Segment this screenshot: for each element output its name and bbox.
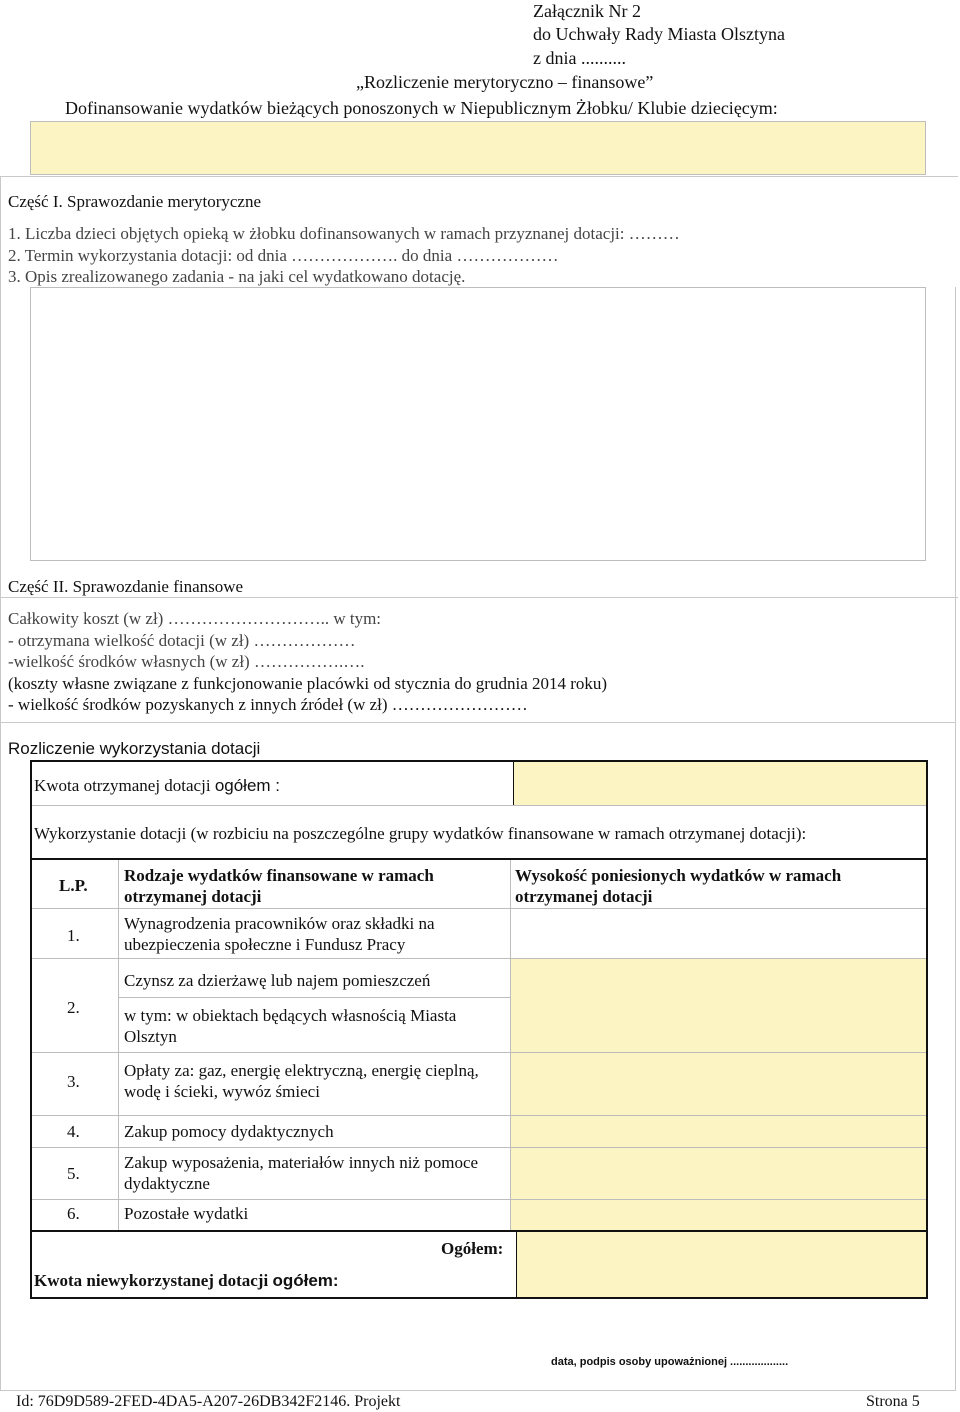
row-divider [32, 908, 926, 909]
document-subtitle: Dofinansowanie wydatków bieżących ponoszonych w Niepublicznym Żłobku/ Klubie dziecięcym: [65, 98, 778, 118]
part1-heading: Część I. Sprawozdanie merytoryczne [8, 192, 261, 211]
row-expense-type: Zakup wyposażenia, materiałów innych niż pomoce dydaktyczne [124, 1153, 479, 1193]
row-divider [32, 1147, 926, 1148]
row-expense-type: Wynagrodzenia pracowników oraz składki na ubezpieczenia społeczne i Fundusz Pracy [124, 914, 435, 954]
divider [0, 176, 958, 177]
table-border-left [30, 760, 32, 1299]
row-lp: 1. [67, 926, 80, 945]
date-label: z dnia .......... [533, 48, 626, 68]
column-divider [118, 860, 119, 1230]
total-cost-line: Całkowity koszt (w zł) ……………………….. w tym: [8, 609, 382, 628]
row-lp: 5. [67, 1164, 80, 1183]
own-costs-note: (koszty własne związane z funkcjonowanie placówki od stycznia do grudnia 2014 roku) [8, 674, 608, 693]
part2-heading: Część II. Sprawozdanie finansowe [8, 577, 244, 596]
task-description-field[interactable] [30, 287, 926, 561]
expense-amounts-field[interactable] [511, 958, 926, 1230]
page-number: Strona 5 [866, 1393, 920, 1410]
institution-name-field[interactable] [30, 121, 926, 175]
table-border-right [926, 760, 928, 1299]
grand-total-field[interactable] [517, 1232, 926, 1297]
row-divider [32, 958, 926, 959]
received-total-label: Kwota otrzymanej dotacji ogółem : [34, 776, 281, 795]
document-title: „Rozliczenie merytoryczno – finansowe” [356, 72, 654, 92]
page-frame-right [955, 597, 956, 1391]
row-divider [32, 805, 926, 806]
row-expense-type: Pozostałe wydatki [124, 1204, 249, 1223]
row-expense-type: w tym: w obiektach będących własnością Miasta Olsztyn [124, 1006, 457, 1046]
resolution-label: do Uchwały Rady Miasta Olsztyna [533, 24, 785, 44]
divider [0, 597, 958, 598]
cell-divider [513, 762, 514, 805]
own-funds-line: -wielkość środków własnych (w zł) …………….…. [8, 652, 365, 671]
row-divider [32, 1115, 926, 1116]
row-expense-type: Opłaty za: gaz, energię elektryczną, energię cieplną, wodę i ścieki, wywóz śmieci [124, 1061, 479, 1101]
annex-label: Załącznik Nr 2 [533, 1, 641, 21]
settlement-heading: Rozliczenie wykorzystania dotacji [8, 739, 261, 758]
row-lp: 2. [67, 998, 80, 1017]
children-count-line: 1. Liczba dzieci objętych opieką w żłobku dofinansowanych w ramach przyznanej dotacji: ……… [8, 224, 680, 243]
table-border-bottom [30, 1297, 928, 1299]
divider [955, 287, 956, 597]
received-total-field[interactable] [514, 762, 926, 805]
column-header-type: Rodzaje wydatków finansowane w ramach otrzymanej dotacji [124, 866, 434, 906]
unused-total-label: Kwota niewykorzystanej dotacji ogółem: [34, 1271, 339, 1290]
usage-label: Wykorzystanie dotacji (w rozbiciu na poszczególne grupy wydatków finansowane w ramach otrzymanej dotacji): [34, 824, 807, 843]
task-description-line: 3. Opis zrealizowanego zadania - na jaki cel wydatkowano dotację. [8, 267, 466, 286]
usage-period-line: 2. Termin wykorzystania dotacji: od dnia ………………. do dnia ……………… [8, 246, 559, 265]
divider [0, 722, 955, 723]
received-subsidy-line: - otrzymana wielkość dotacji (w zł) ……………… [8, 631, 356, 650]
row-lp: 3. [67, 1072, 80, 1091]
row-divider [32, 1052, 926, 1053]
row-lp: 6. [67, 1204, 80, 1223]
column-header-lp: L.P. [59, 876, 88, 895]
grand-total-label: Ogółem: [441, 1239, 504, 1258]
document-id: Id: 76D9D589-2FED-4DA5-A207-26DB342F2146. Projekt [16, 1393, 401, 1410]
other-sources-line: - wielkość środków pozyskanych z innych źródeł (w zł) …………………… [8, 695, 528, 714]
row-divider [32, 858, 926, 860]
row-lp: 4. [67, 1122, 80, 1141]
row-divider [119, 997, 510, 998]
row-expense-type: Czynsz za dzierżawę lub najem pomieszczeń [124, 971, 431, 990]
signature-line: data, podpis osoby upoważnionej ................... [551, 1356, 789, 1368]
column-header-amount: Wysokość poniesionych wydatków w ramach otrzymanej dotacji [515, 866, 842, 906]
row-expense-type: Zakup pomocy dydaktycznych [124, 1122, 334, 1141]
row-divider [32, 1199, 926, 1200]
cell-divider [516, 1232, 517, 1297]
page-frame-left [0, 177, 1, 1391]
